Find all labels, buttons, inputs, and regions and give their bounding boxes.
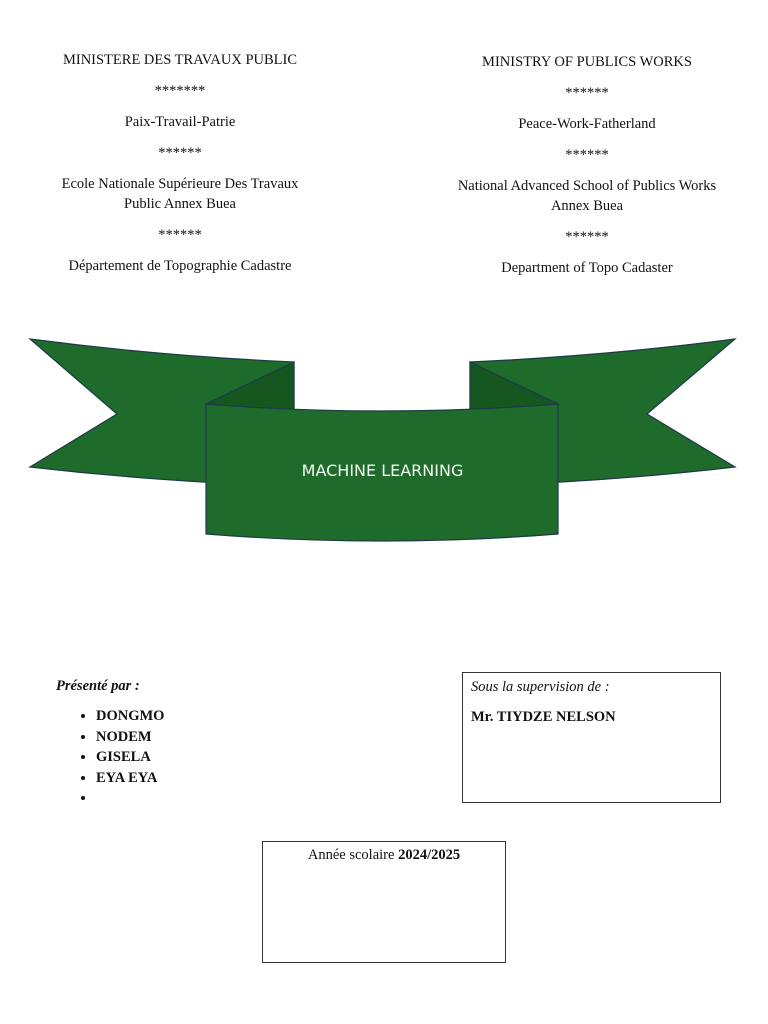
separator-fr-1: ******* bbox=[154, 83, 206, 99]
header-english bbox=[446, 52, 728, 278]
department-en: Department of Topo Cadaster bbox=[501, 260, 673, 276]
school-en-line1: National Advanced School of Publics Works bbox=[457, 178, 717, 194]
member-item: • EYA EYA bbox=[96, 768, 164, 789]
presented-by-label: Présenté par : bbox=[56, 678, 140, 694]
members-list bbox=[56, 706, 164, 809]
ministry-fr: MINISTERE DES TRAVAUX PUBLIC bbox=[62, 52, 298, 68]
school-fr-line2: Public Annex Buea bbox=[124, 196, 236, 212]
banner-title: MACHINE LEARNING bbox=[301, 461, 464, 480]
ministry-en: MINISTRY OF PUBLICS WORKS bbox=[482, 54, 692, 70]
separator-en-1: ****** bbox=[565, 85, 609, 101]
academic-year-value: 2024/2025 bbox=[398, 847, 461, 863]
separator-en-2: ****** bbox=[565, 147, 609, 163]
presented-by-section bbox=[56, 676, 164, 809]
department-fr: Département de Topographie Cadastre bbox=[68, 258, 292, 274]
member-item bbox=[96, 788, 164, 809]
academic-year-box bbox=[262, 841, 506, 963]
separator-en-3: ****** bbox=[565, 229, 609, 245]
motto-en: Peace-Work-Fatherland bbox=[518, 116, 656, 132]
header-french bbox=[40, 50, 320, 276]
school-fr-line1: Ecole Nationale Supérieure Des Travaux bbox=[61, 176, 299, 192]
member-item: • DONGMO bbox=[96, 706, 164, 727]
separator-fr-3: ****** bbox=[158, 227, 202, 243]
supervisor-name: Mr. TIYDZE NELSON bbox=[471, 709, 616, 725]
title-ribbon-banner bbox=[0, 330, 768, 550]
school-en-line2: Annex Buea bbox=[550, 198, 624, 214]
supervision-box bbox=[462, 672, 721, 803]
separator-fr-2: ****** bbox=[158, 145, 202, 161]
member-item: • GISELA bbox=[96, 747, 164, 768]
member-item: • NODEM bbox=[96, 727, 164, 748]
supervision-label: Sous la supervision de : bbox=[471, 679, 610, 695]
motto-fr: Paix-Travail-Patrie bbox=[124, 114, 236, 130]
academic-year-label: Année scolaire bbox=[307, 847, 399, 863]
